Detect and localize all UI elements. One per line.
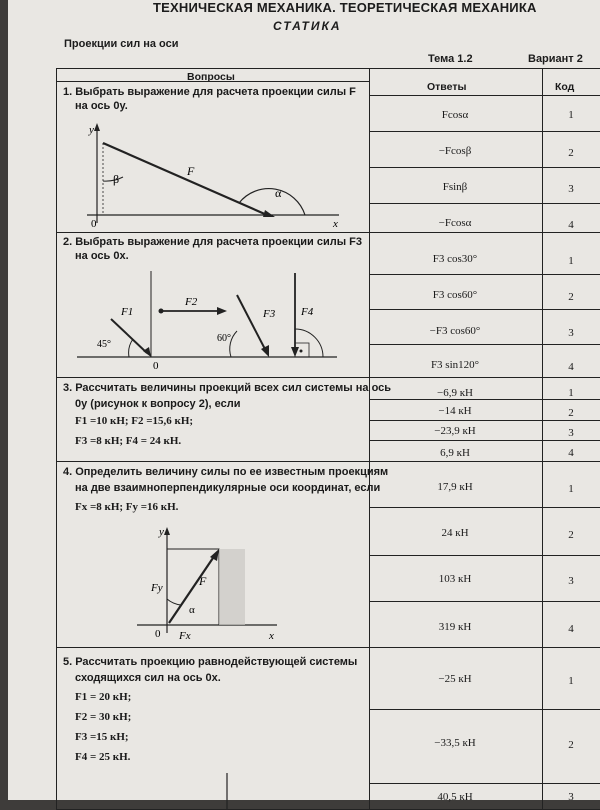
q4-code-4: 4 [568,623,574,635]
q3-code-3: 3 [568,427,574,439]
q1-code-3: 3 [568,183,574,195]
question-5-line-3: F1 = 20 кН; [75,691,132,703]
q4-force-label: F [199,574,207,588]
question-4-line-3: Fx =8 кН; Fy =16 кН. [75,501,179,513]
q1-x-label: x [333,218,338,229]
question-5-line-6: F4 = 25 кН. [75,751,131,763]
q1-origin-label: 0 [91,218,97,229]
question-3-line-4: F3 =8 кН; F4 = 24 кН. [75,435,182,447]
question-1-figure [67,121,367,229]
title-line-1: ТЕХНИЧЕСКАЯ МЕХАНИКА. ТЕОРЕТИЧЕСКАЯ МЕХАНИКА [153,0,537,15]
worksheet-page [8,0,600,803]
q1-code-2: 2 [568,147,574,159]
q2-f1-label: F1 [121,306,134,318]
q5-answer-3: 40,5 кН [437,791,473,803]
question-5-line-1: 5. Рассчитать проекцию равнодействующей системы [63,656,358,668]
q1-code-1: 1 [568,109,574,121]
q4-answer-1: 17,9 кН [437,481,473,493]
q2-answer-1: F3 cos30° [432,253,478,265]
topic-label: Проекции сил на оси [64,38,179,50]
q4-origin-label: 0 [155,628,161,640]
column-divider [369,69,370,809]
column-divider [542,69,543,809]
q3-answer-4: 6,9 кН [440,447,470,459]
q2-angle-45: 45° [97,339,111,350]
question-2-figure [67,265,367,375]
q2-origin-label: 0 [153,360,159,372]
q5-code-1: 1 [568,675,574,687]
col-header-answers: Ответы [427,81,467,93]
q5-code-2: 2 [568,739,574,751]
question-1-line-1: 1. Выбрать выражение для расчета проекции силы F [63,86,356,98]
q5-answer-1: −25 кН [438,673,472,685]
q4-code-2: 2 [568,529,574,541]
q4-answer-2: 24 кН [441,527,469,539]
q2-f4-label: F4 [301,306,314,318]
q2-answer-3: −F3 cos60° [429,325,481,337]
q5-code-3: 3 [568,791,574,803]
q4-code-3: 3 [568,575,574,587]
test-table [56,68,600,810]
q2-code-2: 2 [568,291,574,303]
q1-y-label: y [89,124,94,136]
question-2-line-1: 2. Выбрать выражение для расчета проекции силы F3 [63,236,362,248]
col-header-questions: Вопросы [187,71,235,83]
q2-angle-60: 60° [217,333,231,344]
question-1-line-2: на ось 0y. [75,100,128,112]
q2-answer-4: F3 sin120° [430,359,480,371]
q5-answer-2: −33,5 кН [434,737,476,749]
q1-beta-label: β [113,172,120,186]
q1-answer-4: −Fcosα [438,217,472,229]
q2-code-3: 3 [568,327,574,339]
question-2-line-2: на ось 0x. [75,250,129,262]
q3-code-2: 2 [568,407,574,419]
q1-answer-2: −Fcosβ [438,145,472,157]
q4-code-1: 1 [568,483,574,495]
question-5-figure-partial [207,769,247,809]
question-5-line-2: сходящихся сил на ось 0x. [75,672,221,684]
q2-code-1: 1 [568,255,574,267]
question-4-figure [117,521,347,641]
question-4-line-2: на две взаимноперпендикулярные оси координат, если [75,482,381,494]
q2-answer-2: F3 cos60° [432,289,478,301]
title-line-2: СТАТИКА [273,19,342,33]
tema-label: Тема 1.2 [428,53,473,65]
question-3-line-2: 0y (рисунок к вопросу 2), если [75,398,241,410]
question-5-line-5: F3 =15 кН; [75,731,129,743]
q1-force-label: F [187,164,195,178]
variant-label: Вариант 2 [528,53,583,65]
q3-answer-2: −14 кН [438,405,472,417]
q3-answer-3: −23,9 кН [434,425,476,437]
question-4-line-1: 4. Определить величину силы по ее известным проекциям [63,466,389,478]
q4-x-label: x [269,630,274,641]
q4-alpha-label: α [189,604,195,616]
q1-answer-1: Fcosα [441,109,469,121]
q4-fy-label: Fy [151,582,163,594]
question-5-line-4: F2 = 30 кН; [75,711,132,723]
q4-y-label: y [159,526,164,538]
q2-f2-label: F2 [185,296,198,308]
q2-f3-label: F3 [263,308,276,320]
q1-alpha-label: α [275,186,282,200]
q3-code-1: 1 [568,387,574,399]
col-header-code: Код [555,81,575,93]
question-3-line-1: 3. Рассчитать величины проекций всех сил системы на ось [63,382,392,394]
q1-code-4: 4 [568,219,574,231]
q3-answer-1: −6,9 кН [437,387,473,399]
q4-answer-4: 319 кН [438,621,472,633]
q4-fx-label: Fx [179,630,191,641]
q2-code-4: 4 [568,361,574,373]
q4-answer-3: 103 кН [438,573,472,585]
question-3-line-3: F1 =10 кН; F2 =15,6 кН; [75,415,194,427]
q3-code-4: 4 [568,447,574,459]
q1-answer-3: Fsinβ [442,181,468,193]
